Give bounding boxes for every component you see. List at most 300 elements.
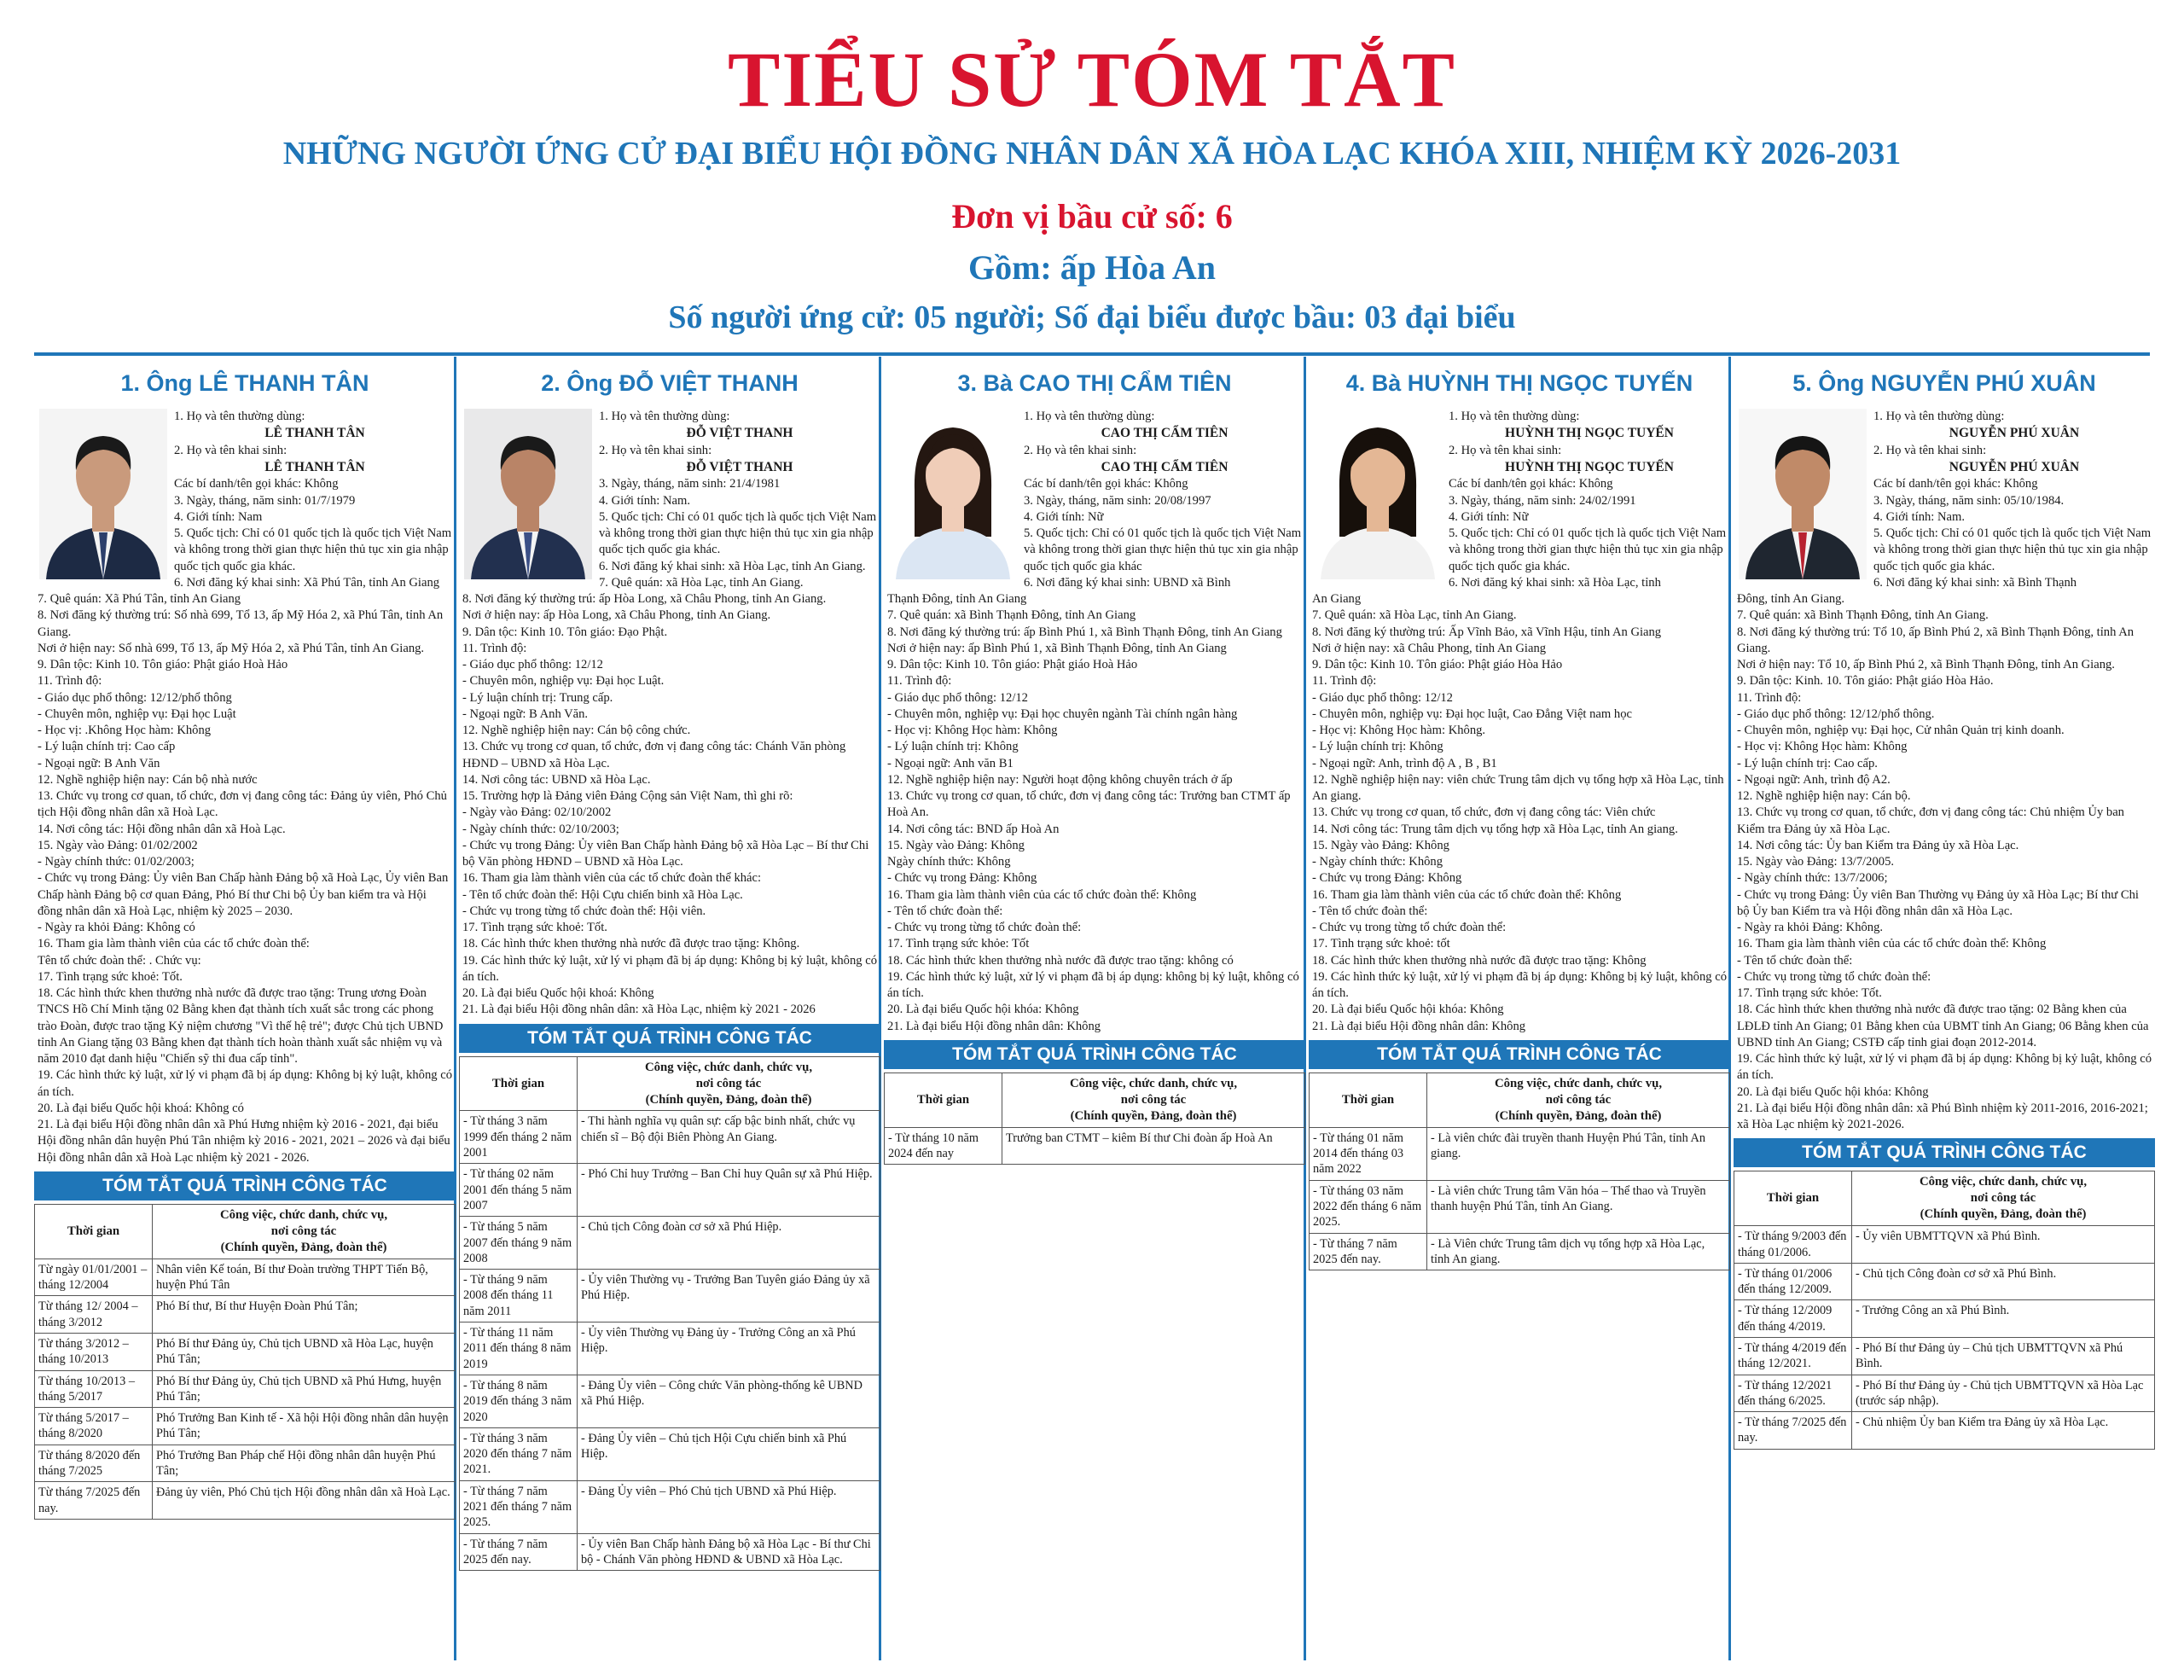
detail-info-line: - Chức vụ trong Đảng: Ủy viên Ban Chấp hành Đảng bộ xã Hoà Lạc, Ủy viên Ban Chấp hành Đảng bộ cơ quan Đảng, Phó Bí thư Chi bộ Ủy ban kiểm tra và Hội đồng nhân dân xã Hoà Lạc, nhiệm kỳ 2025 – 2030. — [38, 871, 449, 918]
detail-info-line: An Giang — [1312, 592, 1362, 607]
detail-info-line: - Chuyên môn, nghiệp vụ: Đại học luật, Cao Đẳng Việt nam học — [1312, 706, 1632, 721]
electoral-area: Gồm: ấp Hòa An — [967, 248, 1217, 287]
basic-info-line: 1. Họ và tên thường dùng: — [1024, 410, 1155, 423]
detail-info-line: - Lý luận chính trị: Không — [1312, 740, 1443, 754]
history-time: - Từ tháng 9/2003 đến tháng 01/2006. — [1734, 1226, 1852, 1264]
table-row — [35, 1333, 456, 1370]
work-column-header-line: Công việc, chức danh, chức vụ, — [1494, 1076, 1663, 1090]
detail-info-line: 15. Ngày vào Đảng: 13/7/2005. — [1737, 855, 1895, 869]
detail-info-line: 17. Tình trạng sức khỏe: Tốt. — [1737, 986, 1882, 1001]
table-row — [35, 1445, 456, 1482]
history-time: - Từ tháng 3 năm 1999 đến tháng 2 năm 2001 — [460, 1111, 578, 1164]
history-time: - Từ tháng 7 năm 2021 đến tháng 7 năm 2025. — [460, 1480, 578, 1533]
detail-info-line: Tên tổ chức đoàn thể: . Chức vụ: — [38, 953, 201, 968]
table-row — [460, 1480, 880, 1533]
detail-info-line: 16. Tham gia làm thành viên của các tổ chức đoàn thể: — [38, 937, 310, 951]
history-work: Trưởng ban CTMT – kiêm Bí thư Chi đoàn ấp Hoà An — [1002, 1127, 1305, 1165]
detail-info-line: - Ngoại ngữ: Anh, trình độ A2. — [1737, 772, 1891, 787]
basic-info-line: 1. Họ và tên thường dùng: — [174, 410, 305, 423]
detail-info-line: - Ngày chính thức: Không — [1312, 855, 1443, 869]
detail-info-line: 20. Là đại biểu Quốc hội khóa: Không — [1312, 1003, 1504, 1017]
detail-info-line: 9. Dân tộc: Kinh 10. Tôn giáo: Phật giáo Hoà Hảo — [38, 658, 288, 672]
basic-info-line: 2. Họ và tên khai sinh: — [174, 443, 288, 457]
history-time: - Từ tháng 7 năm 2025 đến nay. — [460, 1533, 578, 1571]
table-row — [460, 1427, 880, 1480]
history-time: - Từ tháng 12/2009 đến tháng 4/2019. — [1734, 1300, 1852, 1338]
time-column-header: Thời gian — [35, 1204, 153, 1259]
basic-info-line: 6. Nơi đăng ký khai sinh: Xã Phú Tân, tỉnh An Giang — [174, 575, 440, 590]
history-work: Nhân viên Kế toán, Bí thư Đoàn trường THPT Tiến Bộ, huyện Phú Tân — [153, 1259, 456, 1296]
detail-info-line: - Tên tổ chức đoàn thể: — [887, 904, 1003, 918]
detail-info-line: 15. Trường hợp là Đảng viên Đảng Cộng sản Việt Nam, thì ghi rõ: — [462, 789, 793, 804]
basic-info-line: 5. Quốc tịch: Chỉ có 01 quốc tịch là quốc tịch Việt Nam và không trong thời gian thực hiện thủ tục xin gia nhập quốc tịch quốc gia khác. — [599, 509, 877, 557]
detail-info-line: - Ngoại ngữ: B Anh Văn — [38, 756, 160, 770]
time-column-header: Thời gian — [1734, 1171, 1852, 1226]
basic-info-line: 6. Nơi đăng ký khai sinh: xã Hòa Lạc, tỉnh An Giang. — [599, 559, 866, 573]
table-row — [1734, 1300, 2155, 1338]
work-column-header-line: nơi công tác — [270, 1224, 337, 1238]
detail-info-line: - Chức vụ trong từng tổ chức đoàn thể: — [1312, 921, 1507, 935]
detail-info-line: - Giáo dục phổ thông: 12/12 — [887, 690, 1028, 705]
detail-info-line: 21. Là đại biểu Hội đồng nhân dân: xã Phú Bình nhiệm kỳ 2011-2016, 2016-2021; xã Hòa Lạc nhiệm kỳ 2021-2026. — [1737, 1101, 2148, 1132]
detail-info-line: - Ngày chính thức: 13/7/2006; — [1737, 871, 1888, 886]
work-history-table — [884, 1073, 1305, 1165]
detail-info-line: 15. Ngày vào Đảng: Không — [887, 838, 1025, 852]
history-work: - Ủy viên Thường vụ - Trưởng Ban Tuyên giáo Đảng ủy xã Phú Hiệp. — [578, 1270, 880, 1322]
header-divider — [34, 352, 2150, 356]
history-work: - Đảng Ủy viên – Công chức Văn phòng-thống kê UBND xã Phú Hiệp. — [578, 1375, 880, 1427]
candidate-photo — [1314, 409, 1442, 579]
history-time: - Từ tháng 4/2019 đến tháng 12/2021. — [1734, 1338, 1852, 1375]
detail-info-line: 12. Nghề nghiệp hiện nay: Cán bộ nhà nước — [38, 772, 258, 787]
detail-info-line: - Tên tổ chức đoàn thể: — [1312, 904, 1428, 918]
basic-info-line: Các bí danh/tên gọi khác: Không — [174, 477, 339, 491]
history-work: - Ủy viên UBMTTQVN xã Phú Bình. — [1852, 1226, 2155, 1264]
history-work: Phó Bí thư Đảng ủy, Chủ tịch UBND xã Phú Hưng, huyện Phú Tân; — [153, 1370, 456, 1408]
candidate-name: 3. Bà CAO THỊ CẨM TIÊN — [957, 370, 1232, 396]
history-work: - Thi hành nghĩa vụ quân sự: cấp bậc binh nhất, chức vụ chiến sĩ – Bộ đội Biên Phòng An Giang. — [578, 1111, 880, 1164]
work-column-header — [578, 1056, 880, 1111]
profile-block — [459, 409, 880, 591]
history-work: - Chủ nhiệm Ủy ban Kiểm tra Đảng ủy xã Hòa Lạc. — [1852, 1412, 2155, 1450]
basic-info-line: Các bí danh/tên gọi khác: Không — [1873, 477, 2038, 491]
work-column-header-line: (Chính quyền, Đảng, đoàn thể) — [220, 1240, 387, 1254]
detail-info-line: - Học vị: Không Học hàm: Không — [1737, 740, 1908, 754]
basic-info-line: HUỲNH THỊ NGỌC TUYẾN — [1505, 426, 1674, 441]
history-time: - Từ tháng 02 năm 2001 đến tháng 5 năm 2007 — [460, 1164, 578, 1217]
work-column-header-line: (Chính quyền, Đảng, đoàn thể) — [1920, 1207, 2087, 1222]
table-row — [460, 1217, 880, 1270]
history-time: - Từ tháng 01/2006 đến tháng 12/2009. — [1734, 1263, 1852, 1300]
detail-info-line: 11. Trình độ: — [1737, 690, 1802, 705]
detail-info-line: 18. Các hình thức khen thưởng nhà nước đã được trao tặng: không có — [887, 953, 1234, 968]
candidate-photo — [1739, 409, 1867, 579]
detail-info-line: 13. Chức vụ trong cơ quan, tổ chức, đơn vị đang công tác: Chủ nhiệm Ủy ban Kiểm tra Đảng ủy xã Hòa Lạc. — [1737, 805, 2124, 836]
table-row — [35, 1370, 456, 1408]
basic-info — [1449, 409, 1730, 591]
work-column-header-line: Công việc, chức danh, chức vụ, — [219, 1207, 388, 1222]
detail-info-line: 15. Ngày vào Đảng: 01/02/2002 — [38, 838, 198, 852]
detail-info-line: - Chức vụ trong từng tổ chức đoàn thể: — [1737, 969, 1931, 984]
detail-info-line: 9. Dân tộc: Kinh. 10. Tôn giáo: Phật giáo Hòa Hảo. — [1737, 674, 1994, 689]
detail-info-line: - Chức vụ trong Đảng: Ủy viên Ban Thường vụ Đảng ủy xã Hòa Lạc; Bí thư Chi bộ Ủy ban Kiểm tra và Hội đồng nhân dân xã Hòa Lạc. — [1737, 887, 2139, 918]
table-header-row — [35, 1204, 456, 1259]
work-column-header-line: Công việc, chức danh, chức vụ, — [644, 1060, 813, 1074]
table-row — [1310, 1127, 1730, 1180]
table-row — [885, 1127, 1305, 1165]
history-work: - Trưởng Công an xã Phú Bình. — [1852, 1300, 2155, 1338]
detail-info-line: - Chức vụ trong từng tổ chức đoàn thể: Hội viên. — [462, 904, 706, 918]
detail-info-line: 11. Trình độ: — [38, 674, 102, 689]
work-column-header-line: nơi công tác — [1970, 1191, 2036, 1206]
basic-info-line: 3. Ngày, tháng, năm sinh: 20/08/1997 — [1024, 493, 1211, 508]
work-column-header-line: Công việc, chức danh, chức vụ, — [1919, 1175, 2088, 1189]
history-time: Từ tháng 3/2012 – tháng 10/2013 — [35, 1333, 153, 1370]
detail-info-line: 17. Tình trạng sức khoẻ: Tốt. — [38, 969, 183, 984]
detail-info-line: 14. Nơi công tác: UBND xã Hòa Lạc. — [462, 772, 651, 787]
basic-info-line: 2. Họ và tên khai sinh: — [1449, 443, 1562, 457]
table-header-row — [885, 1073, 1305, 1127]
candidate-photo — [39, 409, 167, 579]
basic-info-line: Các bí danh/tên gọi khác: Không — [1449, 477, 1613, 491]
basic-info-line: LÊ THANH TÂN — [264, 426, 365, 441]
detail-info-line: 14. Nơi công tác: BND ấp Hoà An — [887, 822, 1060, 836]
candidate-card — [34, 357, 456, 1660]
basic-info-line: 5. Quốc tịch: Chỉ có 01 quốc tịch là quốc tịch Việt Nam và không trong thời gian thực hiện thủ tục xin gia nhập quốc tịch quốc gia khác. — [174, 526, 452, 573]
work-column-header-line: (Chính quyền, Đảng, đoàn thể) — [645, 1092, 812, 1107]
time-column-header: Thời gian — [460, 1056, 578, 1111]
detail-info-line: 19. Các hình thức kỷ luật, xử lý vi phạm đã bị áp dụng: Không bị kỷ luật, không có án tích. — [1737, 1052, 2152, 1083]
basic-info-line: NGUYỄN PHÚ XUÂN — [1949, 459, 2080, 474]
basic-info-line: NGUYỄN PHÚ XUÂN — [1949, 426, 2080, 441]
detail-info-line: 12. Nghề nghiệp hiện nay: Người hoạt động không chuyên trách ở ấp — [887, 772, 1233, 787]
detail-info-line: 11. Trình độ: — [462, 641, 527, 655]
detail-info-line: 21. Là đại biểu Hội đồng nhân dân: xã Hòa Lạc, nhiệm kỳ 2021 - 2026 — [462, 1003, 816, 1017]
detail-info-line: 18. Các hình thức khen thưởng nhà nước đã được trao tặng: Trung ương Đoàn TNCS Hồ Chí Minh tặng 02 Bằng khen đạt thành tích xuất sắc trong các phong trào Đoàn, được trao tặng Kỷ niệm chương "Vì thế hệ trẻ"; được Chủ tịch UBND tỉnh An Giang tặng 03 Bằng khen đạt thành tích hoàn thành xuất sắc nhiệm vụ và năm 2010 đạt danh hiệu "Chiến sỹ thi đua cấp tỉnh". — [38, 986, 444, 1067]
detail-info-line: 19. Các hình thức kỷ luật, xử lý vi phạm đã bị áp dụng: Không bị kỷ luật, không có án tích. — [38, 1068, 452, 1099]
basic-info-line: 1. Họ và tên thường dùng: — [1873, 410, 2005, 423]
profile-block — [34, 409, 456, 591]
detail-info-line: - Ngày vào Đảng: 02/10/2002 — [462, 805, 612, 820]
work-history-table — [34, 1204, 456, 1520]
detail-info — [1309, 591, 1730, 1035]
table-row — [1310, 1180, 1730, 1233]
table-row — [1734, 1375, 2155, 1412]
detail-info-line: - Lý luận chính trị: Trung cấp. — [462, 690, 613, 705]
detail-info-line: 13. Chức vụ trong cơ quan, tổ chức, đơn vị đang công tác: Viên chức — [1312, 805, 1656, 820]
history-time: - Từ tháng 01 năm 2014 đến tháng 03 năm 2022 — [1310, 1127, 1427, 1180]
basic-info-line: 3. Ngày, tháng, năm sinh: 24/02/1991 — [1449, 493, 1636, 508]
basic-info-line: CAO THỊ CẨM TIÊN — [1101, 426, 1228, 441]
detail-info-line: 9. Dân tộc: Kinh 10. Tôn giáo: Phật giáo Hòa Hảo — [1312, 658, 1563, 672]
basic-info-line: LÊ THANH TÂN — [264, 459, 365, 474]
work-column-header — [1427, 1073, 1730, 1127]
basic-info-line: ĐỖ VIỆT THANH — [686, 426, 793, 441]
detail-info-line: 21. Là đại biểu Hội đồng nhân dân xã Phú Hưng nhiệm kỳ 2016 - 2021, đại biểu Hội đồng nhân dân huyện Phú Tân nhiệm kỳ 2016 - 2021, 2021 – 2026 và đại biểu Hội đồng nhân dân xã Hoà Lạc nhiệm kỳ 2021 - 2026. — [38, 1118, 450, 1165]
candidate-card — [459, 357, 880, 1660]
basic-info-line: 1. Họ và tên thường dùng: — [1449, 410, 1580, 423]
history-time: Từ tháng 7/2025 đến nay. — [35, 1482, 153, 1520]
detail-info-line: 20. Là đại biểu Quốc hội khoá: Không — [462, 986, 654, 1001]
history-work: Phó Trưởng Ban Pháp chế Hội đồng nhân dân huyện Phú Tân; — [153, 1445, 456, 1482]
table-row — [1310, 1233, 1730, 1270]
profile-block — [1309, 409, 1730, 591]
detail-info-line: 12. Nghề nghiệp hiện nay: viên chức Trung tâm dịch vụ tổng hợp xã Hòa Lạc, tỉnh An giang. — [1312, 772, 1724, 804]
detail-info-line: Đông, tỉnh An Giang. — [1737, 592, 1845, 607]
work-history-table — [1309, 1073, 1730, 1270]
history-work: Đảng ủy viên, Phó Chủ tịch Hội đồng nhân dân xã Hoà Lạc. — [153, 1482, 456, 1520]
work-history-title: TÓM TẮT QUÁ TRÌNH CÔNG TÁC — [1309, 1040, 1730, 1069]
history-work: - Đảng Ủy viên – Chủ tịch Hội Cựu chiến binh xã Phú Hiệp. — [578, 1427, 880, 1480]
detail-info-line: 15. Ngày vào Đảng: Không — [1312, 838, 1449, 852]
detail-info-line: Nơi ở hiện nay: ấp Bình Phú 1, xã Bình Thạnh Đông, tỉnh An Giang — [887, 641, 1227, 655]
detail-info-line: 21. Là đại biểu Hội đồng nhân dân: Không — [887, 1019, 1101, 1033]
history-work: - Là viên chức Trung tâm Văn hóa – Thể thao và Truyền thanh huyện Phú Tân, tỉnh An Giang. — [1427, 1180, 1730, 1233]
detail-info-line: Ngày chính thức: Không — [887, 855, 1011, 869]
basic-info-line: 4. Giới tính: Nam — [174, 509, 263, 524]
candidate-name: 4. Bà HUỲNH THỊ NGỌC TUYẾN — [1345, 370, 1693, 396]
work-history-table — [459, 1056, 880, 1572]
basic-info-line: 4. Giới tính: Nam. — [599, 493, 691, 508]
detail-info-line: 13. Chức vụ trong cơ quan, tổ chức, đơn vị đang công tác: Chánh Văn phòng HĐND – UBND xã Hòa Lạc. — [462, 740, 846, 770]
detail-info-line: - Chức vụ trong từng tổ chức đoàn thể: — [887, 921, 1082, 935]
detail-info-line: 8. Nơi đăng ký thường trú: ấp Hòa Long, xã Châu Phong, tỉnh An Giang. — [462, 592, 827, 607]
electoral-unit: Đơn vị bầu cử số: 6 — [951, 197, 1233, 235]
detail-info-line: 13. Chức vụ trong cơ quan, tổ chức, đơn vị đang công tác: Đảng ủy viên, Phó Chủ tịch Hội đồng nhân dân xã Hoà Lạc. — [38, 789, 447, 820]
history-work: - Phó Bí thư Đảng ủy – Chủ tịch UBMTTQVN xã Phú Bình. — [1852, 1338, 2155, 1375]
detail-info-line: - Tên tổ chức đoàn thể: — [1737, 953, 1853, 968]
basic-info-line: 1. Họ và tên thường dùng: — [599, 410, 730, 423]
history-time: Từ tháng 10/2013 – tháng 5/2017 — [35, 1370, 153, 1408]
detail-info-line: 17. Tình trạng sức khoẻ: tốt — [1312, 937, 1450, 951]
detail-info-line: - Ngoại ngữ: Anh, trình độ A , B , B1 — [1312, 756, 1497, 770]
detail-info-line: 7. Quê quán: xã Hòa Lạc, tỉnh An Giang. — [1312, 608, 1517, 623]
detail-info-line: 14. Nơi công tác: Trung tâm dịch vụ tổng hợp xã Hòa Lạc, tỉnh An giang. — [1312, 822, 1678, 836]
history-time: - Từ tháng 10 năm 2024 đến nay — [885, 1127, 1002, 1165]
profile-block — [1734, 409, 2155, 591]
time-column-header: Thời gian — [885, 1073, 1002, 1127]
detail-info-line: - Giáo dục phổ thông: 12/12/phổ thông — [38, 690, 232, 705]
detail-info-line: - Chức vụ trong Đảng: Không — [1312, 871, 1462, 886]
table-row — [1734, 1226, 2155, 1264]
detail-info-line: - Lý luận chính trị: Không — [887, 740, 1019, 754]
table-row — [460, 1533, 880, 1571]
history-time: - Từ tháng 5 năm 2007 đến tháng 9 năm 2008 — [460, 1217, 578, 1270]
history-time: - Từ tháng 7/2025 đến nay. — [1734, 1412, 1852, 1450]
table-row — [460, 1111, 880, 1164]
detail-info-line: - Chuyên môn, nghiệp vụ: Đại học Luật — [38, 706, 236, 721]
work-column-header — [153, 1204, 456, 1259]
candidate-card — [884, 357, 1305, 1660]
detail-info-line: 16. Tham gia làm thành viên của các tổ chức đoàn thể: Không — [1312, 887, 1622, 902]
table-row — [35, 1482, 456, 1520]
detail-info-line: 12. Nghề nghiệp hiện nay: Cán bộ công chức. — [462, 724, 691, 738]
history-work: Phó Trưởng Ban Kinh tế - Xã hội Hội đồng nhân dân huyện Phú Tân; — [153, 1408, 456, 1445]
detail-info-line: - Lý luận chính trị: Cao cấp. — [1737, 756, 1878, 770]
detail-info-line: 14. Nơi công tác: Ủy ban Kiểm tra Đảng ủy xã Hòa Lạc. — [1737, 838, 2019, 852]
detail-info-line: 8. Nơi đăng ký thường trú: Ấp Vĩnh Bảo, xã Vĩnh Hậu, tỉnh An Giang — [1312, 625, 1662, 639]
detail-info-line: Nơi ở hiện nay: Số nhà 699, Tổ 13, ấp Mỹ Hóa 2, xã Phú Tân, tỉnh An Giang. — [38, 641, 425, 655]
basic-info — [1873, 409, 2155, 591]
candidate-photo — [889, 409, 1017, 579]
detail-info-line: 9. Dân tộc: Kinh 10. Tôn giáo: Đạo Phật. — [462, 625, 668, 639]
history-work: Phó Bí thư, Bí thư Huyện Đoàn Phú Tân; — [153, 1296, 456, 1334]
detail-info-line: 8. Nơi đăng ký thường trú: ấp Bình Phú 1, xã Bình Thạnh Đông, tỉnh An Giang — [887, 625, 1282, 639]
basic-info — [599, 409, 880, 591]
detail-info-line: 16. Tham gia làm thành viên của các tổ chức đoàn thể khác: — [462, 871, 762, 886]
detail-info-line: 18. Các hình thức khen thưởng nhà nước đã được trao tặng: Không — [1312, 953, 1647, 968]
work-column-header-line: nơi công tác — [695, 1076, 762, 1090]
basic-info-line: 2. Họ và tên khai sinh: — [1024, 443, 1137, 457]
basic-info-line: 5. Quốc tịch: Chỉ có 01 quốc tịch là quốc tịch Việt Nam và không trong thời gian thực hiện thủ tục xin gia nhập quốc tịch quốc gia khác. — [1873, 526, 2152, 573]
history-work: - Đảng Ủy viên – Phó Chủ tịch UBND xã Phú Hiệp. — [578, 1480, 880, 1533]
candidate-name: 1. Ông LÊ THANH TÂN — [120, 370, 369, 396]
detail-info-line: - Ngoại ngữ: B Anh Văn. — [462, 706, 589, 721]
detail-info-line: - Học vị: Không Học hàm: Không. — [1312, 724, 1486, 738]
work-column-header-line: (Chính quyền, Đảng, đoàn thể) — [1495, 1108, 1662, 1123]
table-row — [35, 1408, 456, 1445]
detail-info-line: 21. Là đại biểu Hội đồng nhân dân: Không — [1312, 1019, 1526, 1033]
work-history-title: TÓM TẮT QUÁ TRÌNH CÔNG TÁC — [459, 1024, 880, 1053]
detail-info-line: - Ngày ra khỏi Đảng: Không có — [38, 921, 195, 935]
basic-info-line: 2. Họ và tên khai sinh: — [599, 443, 712, 457]
detail-info-line: 17. Tình trạng sức khoẻ: Tốt. — [462, 921, 607, 935]
detail-info-line: 9. Dân tộc: Kinh 10. Tôn giáo: Phật giáo Hoà Hảo — [887, 658, 1138, 672]
basic-info-line: 7. Quê quán: xã Hòa Lạc, tỉnh An Giang. — [599, 575, 804, 590]
detail-info-line: - Ngày chính thức: 01/02/2003; — [38, 855, 195, 869]
basic-info-line: 5. Quốc tịch: Chỉ có 01 quốc tịch là quốc tịch Việt Nam và không trong thời gian thực hiện thủ tục xin gia nhập quốc tịch quốc gia khác — [1024, 526, 1302, 573]
detail-info-line: - Chuyên môn, nghiệp vụ: Đại học chuyên ngành Tài chính ngân hàng — [887, 706, 1238, 721]
detail-info-line: 14. Nơi công tác: Hội đồng nhân dân xã Hoà Lạc. — [38, 822, 286, 836]
detail-info-line: 20. Là đại biểu Quốc hội khoá: Không có — [38, 1101, 244, 1115]
detail-info-line: - Giáo dục phổ thông: 12/12 — [462, 658, 603, 672]
table-row — [1734, 1412, 2155, 1450]
basic-info-line: 3. Ngày, tháng, năm sinh: 21/4/1981 — [599, 477, 781, 491]
table-row — [460, 1164, 880, 1217]
table-header-row — [460, 1056, 880, 1111]
history-time: - Từ tháng 12/2021 đến tháng 6/2025. — [1734, 1375, 1852, 1412]
candidate-photo — [464, 409, 592, 579]
history-work: - Phó Bí thư Đảng ủy - Chủ tịch UBMTTQVN xã Hòa Lạc (trước sáp nhập). — [1852, 1375, 2155, 1412]
detail-info-line: 17. Tình trạng sức khỏe: Tốt — [887, 937, 1030, 951]
table-row — [460, 1322, 880, 1375]
history-time: Từ tháng 8/2020 đến tháng 7/2025 — [35, 1445, 153, 1482]
history-time: - Từ tháng 8 năm 2019 đến tháng 3 năm 2020 — [460, 1375, 578, 1427]
detail-info-line: 20. Là đại biểu Quốc hội khóa: Không — [1737, 1084, 1929, 1099]
detail-info-line: 12. Nghề nghiệp hiện nay: Cán bộ. — [1737, 789, 1911, 804]
time-column-header: Thời gian — [1310, 1073, 1427, 1127]
work-column-header — [1852, 1171, 2155, 1226]
table-row — [460, 1375, 880, 1427]
history-work: - Ủy viên Thường vụ Đảng ủy - Trưởng Công an xã Phú Hiệp. — [578, 1322, 880, 1375]
page-subtitle: NHỮNG NGƯỜI ỨNG CỬ ĐẠI BIỂU HỘI ĐỒNG NHÂN DÂN XÃ HÒA LẠC KHÓA XIII, NHIỆM KỲ 2026-2031 — [282, 136, 1902, 171]
detail-info-line: 18. Các hình thức khen thưởng nhà nước đã được trao tặng: 02 Bằng khen của LĐLĐ tỉnh An Giang; 01 Bằng khen của UBMT tỉnh An Giang; 06 Bằng khen của UBND tỉnh An Giang; CSTĐ cấp tỉnh giai đoạn 2012-2014. — [1737, 1003, 2149, 1049]
detail-info-line: Nơi ở hiện nay: ấp Hòa Long, xã Châu Phong, tỉnh An Giang. — [462, 608, 771, 623]
work-history-table — [1734, 1171, 2155, 1449]
basic-info — [1024, 409, 1305, 591]
work-history-title: TÓM TẮT QUÁ TRÌNH CÔNG TÁC — [34, 1171, 456, 1200]
page-title: TIỂU SỬ TÓM TẮT — [728, 36, 1456, 123]
work-column-header-line: Công việc, chức danh, chức vụ, — [1069, 1076, 1238, 1090]
basic-info-line: ĐỖ VIỆT THANH — [686, 459, 793, 474]
history-time: - Từ tháng 9 năm 2008 đến tháng 11 năm 2011 — [460, 1270, 578, 1322]
basic-info-line: 2. Họ và tên khai sinh: — [1873, 443, 1987, 457]
work-column-header-line: (Chính quyền, Đảng, đoàn thể) — [1070, 1108, 1237, 1123]
history-work: - Chủ tịch Công đoàn cơ sở xã Phú Bình. — [1852, 1263, 2155, 1300]
basic-info-line: 4. Giới tính: Nữ — [1449, 509, 1529, 524]
table-header-row — [1734, 1171, 2155, 1226]
history-work: - Là Viên chức Trung tâm dịch vụ tổng hợp xã Hòa Lạc, tỉnh An giang. — [1427, 1233, 1730, 1270]
basic-info-line: 6. Nơi đăng ký khai sinh: xã Bình Thạnh — [1873, 575, 2077, 590]
detail-info-line: 20. Là đại biểu Quốc hội khóa: Không — [887, 1003, 1079, 1017]
table-row — [460, 1270, 880, 1322]
basic-info-line: 6. Nơi đăng ký khai sinh: UBND xã Bình — [1024, 575, 1231, 590]
detail-info-line: - Ngoại ngữ: Anh văn B1 — [887, 756, 1014, 770]
detail-info-line: 11. Trình độ: — [887, 674, 952, 689]
detail-info-line: - Chức vụ trong Đảng: Ủy viên Ban Chấp hành Đảng bộ xã Hòa Lạc – Bí thư Chi bộ Văn phòng HĐND – UBND xã Hòa Lạc. — [462, 838, 869, 869]
detail-info-line: 16. Tham gia làm thành viên của các tổ chức đoàn thể: Không — [1737, 937, 2047, 951]
table-row — [35, 1259, 456, 1296]
work-history-title: TÓM TẮT QUÁ TRÌNH CÔNG TÁC — [1734, 1138, 2155, 1167]
detail-info-line: - Giáo dục phổ thông: 12/12/phổ thông. — [1737, 706, 1935, 721]
table-header-row — [1310, 1073, 1730, 1127]
detail-info-line: Thạnh Đông, tỉnh An Giang — [887, 592, 1027, 607]
candidate-card — [1734, 357, 2155, 1660]
history-time: Từ ngày 01/01/2001 – tháng 12/2004 — [35, 1259, 153, 1296]
table-row — [1734, 1263, 2155, 1300]
detail-info-line: 8. Nơi đăng ký thường trú: Tổ 10, ấp Bình Phú 2, xã Bình Thạnh Đông, tỉnh An Giang. — [1737, 625, 2135, 655]
basic-info-line: CAO THỊ CẨM TIÊN — [1101, 459, 1228, 474]
work-column-header-line: nơi công tác — [1545, 1092, 1612, 1107]
basic-info — [174, 409, 456, 591]
work-column-header — [1002, 1073, 1305, 1127]
detail-info — [884, 591, 1305, 1035]
detail-info-line: Nơi ở hiện nay: Tổ 10, ấp Bình Phú 2, xã Bình Thạnh Đông, tỉnh An Giang. — [1737, 658, 2115, 672]
detail-info-line: 19. Các hình thức kỷ luật, xử lý vi phạm đã bị áp dụng: Không bị kỷ luật, không có án tích. — [1312, 969, 1727, 1001]
history-time: - Từ tháng 03 năm 2022 đến tháng 6 năm 2025. — [1310, 1180, 1427, 1233]
basic-info-line: HUỲNH THỊ NGỌC TUYẾN — [1505, 459, 1674, 474]
detail-info-line: 7. Quê quán: xã Bình Thạnh Đông, tỉnh An Giang. — [1737, 608, 1989, 623]
history-work: - Là viên chức đài truyền thanh Huyện Phú Tân, tỉnh An giang. — [1427, 1127, 1730, 1180]
detail-info-line: - Giáo dục phổ thông: 12/12 — [1312, 690, 1453, 705]
detail-info-line: 16. Tham gia làm thành viên của các tổ chức đoàn thể: Không — [887, 887, 1197, 902]
history-time: Từ tháng 5/2017 – tháng 8/2020 — [35, 1408, 153, 1445]
history-time: - Từ tháng 7 năm 2025 đến nay. — [1310, 1233, 1427, 1270]
history-time: - Từ tháng 11 năm 2011 đến tháng 8 năm 2019 — [460, 1322, 578, 1375]
basic-info-line: 5. Quốc tịch: Chỉ có 01 quốc tịch là quốc tịch Việt Nam và không trong thời gian thực hiện thủ tục xin gia nhập quốc tịch quốc gia khác. — [1449, 526, 1727, 573]
detail-info-line: - Học vị: .Không Học hàm: Không — [38, 724, 212, 738]
basic-info-line: 3. Ngày, tháng, năm sinh: 05/10/1984. — [1873, 493, 2065, 508]
detail-info-line: 11. Trình độ: — [1312, 674, 1377, 689]
basic-info-line: 3. Ngày, tháng, năm sinh: 01/7/1979 — [174, 493, 356, 508]
candidate-name: 2. Ông ĐỖ VIỆT THANH — [541, 370, 799, 396]
history-work: - Chủ tịch Công đoàn cơ sở xã Phú Hiệp. — [578, 1217, 880, 1270]
basic-info-line: 6. Nơi đăng ký khai sinh: xã Hòa Lạc, tỉnh — [1449, 575, 1661, 590]
basic-info-line: Các bí danh/tên gọi khác: Không — [1024, 477, 1188, 491]
detail-info — [1734, 591, 2155, 1133]
detail-info-line: 18. Các hình thức khen thưởng nhà nước đã được trao tặng: Không. — [462, 937, 800, 951]
detail-info-line: - Ngày chính thức: 02/10/2003; — [462, 822, 619, 836]
detail-info — [34, 591, 456, 1166]
detail-info-line: - Chuyên môn, nghiệp vụ: Đại học, Cử nhân Quản trị kinh doanh. — [1737, 724, 2065, 738]
detail-info-line: 8. Nơi đăng ký thường trú: Số nhà 699, Tổ 13, ấp Mỹ Hóa 2, xã Phú Tân, tỉnh An Giang. — [38, 608, 444, 639]
detail-info-line: - Lý luận chính trị: Cao cấp — [38, 740, 176, 754]
candidate-count: Số người ứng cử: 05 người; Số đại biểu được bầu: 03 đại biểu — [668, 299, 1516, 335]
detail-info-line: - Chức vụ trong Đảng: Không — [887, 871, 1037, 886]
candidate-name: 5. Ông NGUYỄN PHÚ XUÂN — [1792, 370, 2096, 396]
candidate-card — [1309, 357, 1730, 1660]
basic-info-line: 4. Giới tính: Nam. — [1873, 509, 1966, 524]
